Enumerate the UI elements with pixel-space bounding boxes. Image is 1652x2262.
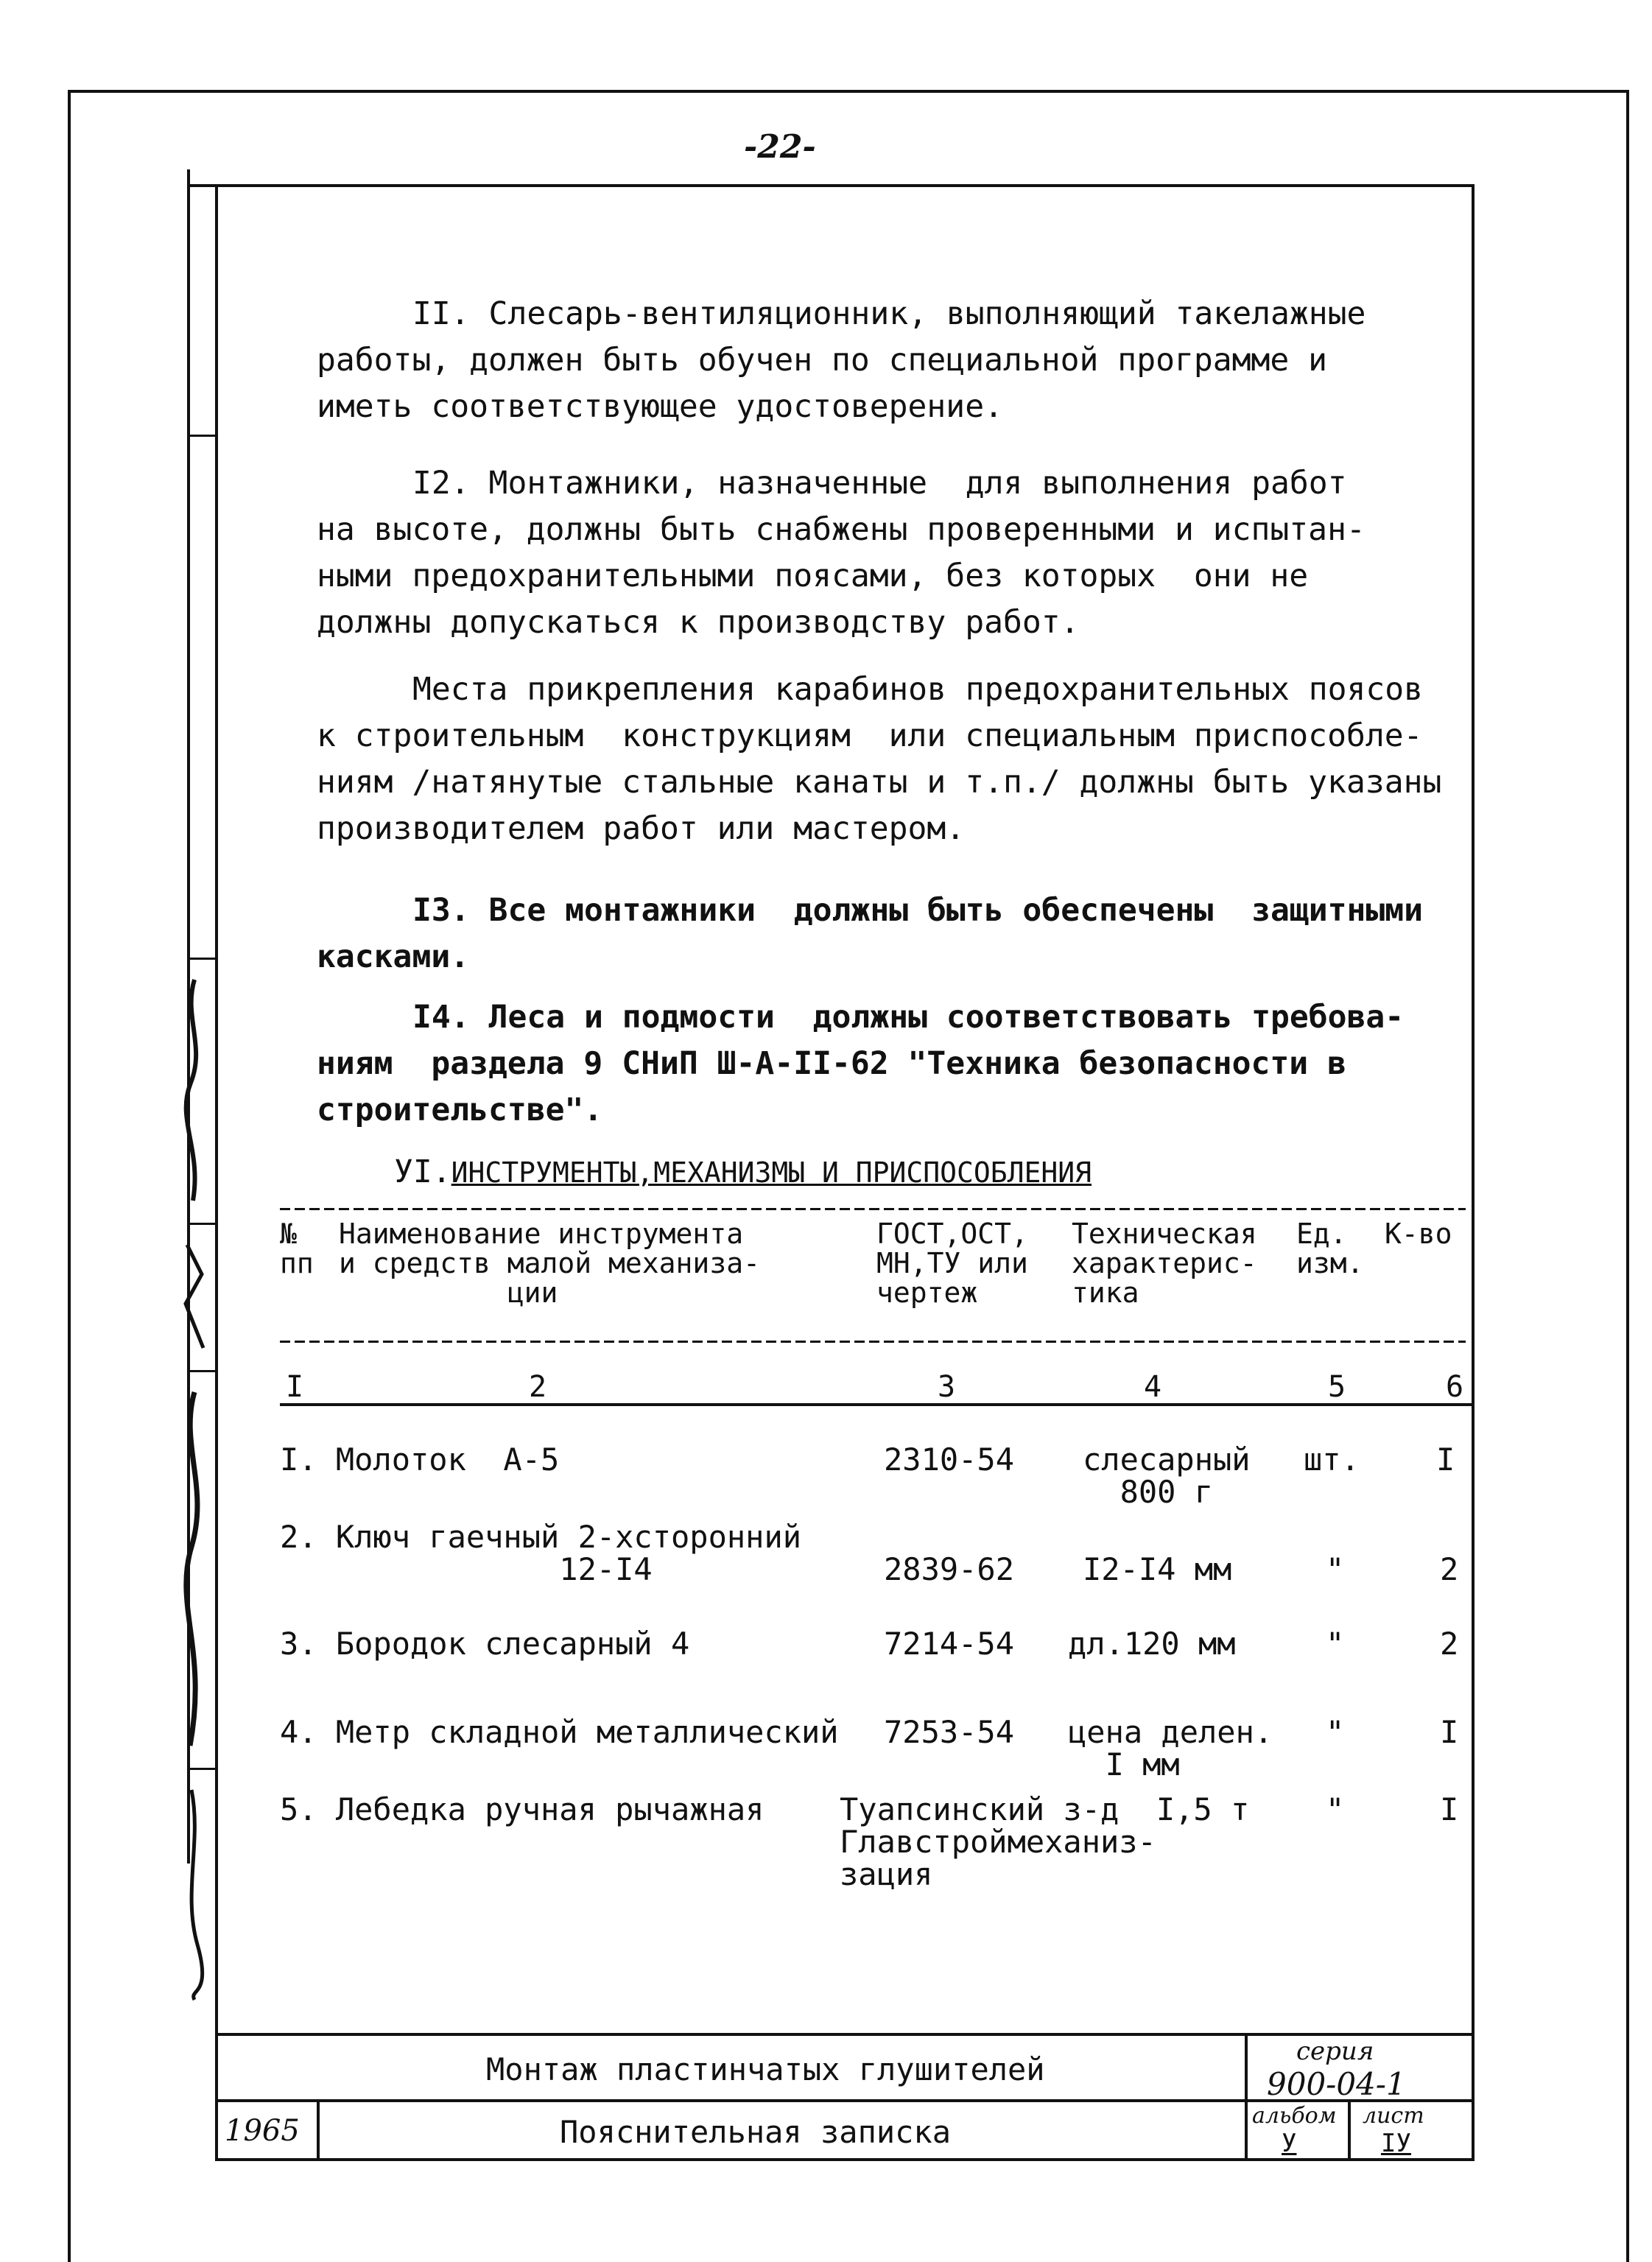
stamp-sheet-value: IУ xyxy=(1381,2129,1411,2158)
stamp-divider-sheet xyxy=(1348,2099,1351,2161)
section-title xyxy=(394,1153,1092,1190)
table-row-1-spec: слесарный 800 г xyxy=(1083,1441,1251,1510)
table-row-4-unit: " xyxy=(1326,1714,1345,1750)
table-row-4-spec: цена делен. I мм xyxy=(1068,1714,1273,1782)
header-spec: Техническая характерис- тика xyxy=(1072,1218,1257,1309)
section-number: УI. xyxy=(394,1153,451,1190)
outer-frame-top xyxy=(68,90,1629,93)
paragraph-11: II. Слесарь-вентиляционник, выполняющий такелажные работы, должен быть обучен по специальной программе и иметь соответствующее удостоверение. xyxy=(317,295,1366,425)
stamp-album-label: альбом xyxy=(1252,2103,1337,2129)
inner-frame-top xyxy=(190,184,1475,187)
outer-frame-left xyxy=(68,90,71,2262)
stamp-album-value: У xyxy=(1282,2129,1297,2158)
table-row-2-spec: I2-I4 мм xyxy=(1083,1551,1232,1587)
stamp-divider-year xyxy=(317,2099,320,2161)
colnum-4: 4 xyxy=(1143,1370,1162,1404)
table-row-1-unit: шт. xyxy=(1304,1441,1360,1478)
stamp-sheet-label: лист xyxy=(1363,2103,1424,2129)
table-row-3-gost: 7214-54 xyxy=(884,1626,1015,1662)
stamp-doc-name: Пояснительная записка xyxy=(560,2114,952,2150)
section-text: ИНСТРУМЕНТЫ,МЕХАНИЗМЫ И ПРИСПОСОБЛЕНИЯ xyxy=(451,1156,1092,1189)
table-row-1-name: I. Молоток А-5 xyxy=(280,1441,560,1478)
header-gost: ГОСТ,ОСТ, МН,ТУ или чертеж xyxy=(876,1218,1028,1309)
table-row-3-unit: " xyxy=(1326,1626,1345,1662)
table-row-4-gost: 7253-54 xyxy=(884,1714,1015,1750)
side-signature-3 xyxy=(172,1385,217,1753)
stamp-series-label: серия xyxy=(1296,2037,1374,2066)
side-signature-4 xyxy=(172,1782,217,2003)
table-row-3-qty: 2 xyxy=(1440,1626,1459,1662)
table-row-4-name: 4. Метр складной металлический xyxy=(280,1714,839,1750)
side-signature-2 xyxy=(172,1237,217,1355)
stamp-series-value: 900-04-1 xyxy=(1267,2066,1406,2102)
table-row-2-unit: " xyxy=(1326,1551,1345,1587)
inner-frame-right xyxy=(1472,184,1475,2158)
table-row-4-qty: I xyxy=(1440,1714,1459,1750)
stamp-year: 1965 xyxy=(225,2114,300,2148)
stamp-divider-series xyxy=(1245,2033,1248,2161)
paragraph-13: I3. Все монтажники должны быть обеспечены защитными касками. xyxy=(317,892,1424,975)
table-row-5-gost: Туапсинский з-д I,5 т Главстроймеханиз- зация xyxy=(840,1791,1250,1892)
paragraph-12-cont: Места прикрепления карабинов предохранительных поясов к строительным конструкциям или специальным приспособле- ниям /натянутые стальные канаты и т.п./ должны быть указаны производителем работ или мастером. xyxy=(317,671,1442,847)
paragraph-12: I2. Монтажники, назначенные для выполнения работ на высоте, должны быть снабжены проверенными и испытан- ными предохранительными поясами, без которых они не должны допускаться к производству работ. xyxy=(317,465,1365,641)
colnum-6: 6 xyxy=(1445,1370,1464,1404)
colnum-1: I xyxy=(285,1370,304,1404)
table-header-bottom-line xyxy=(280,1341,1466,1343)
table-row-1-qty: I xyxy=(1436,1441,1455,1478)
table-row-1-gost: 2310-54 xyxy=(884,1441,1015,1478)
stamp-top-line xyxy=(215,2033,1475,2036)
table-row-5-name: 5. Лебедка ручная рычажная xyxy=(280,1791,765,1827)
page-number: -22- xyxy=(744,128,816,166)
table-row-3-name: 3. Бородок слесарный 4 xyxy=(280,1626,690,1662)
header-name: Наименование инструмента и средств малой механиза- ции xyxy=(339,1218,760,1309)
stamp-title: Монтаж пластинчатых глушителей xyxy=(486,2051,1045,2087)
paragraph-14: I4. Леса и подмости должны соответствовать требова- ниям раздела 9 СНиП Ш-А-II-62 "Техника безопасности в строительстве". xyxy=(317,999,1405,1128)
table-row-2-gost: 2839-62 xyxy=(884,1551,1015,1587)
table-row-2-name: 2. Ключ гаечный 2-хсторонний 12-I4 xyxy=(280,1519,802,1587)
outer-frame-right xyxy=(1626,90,1629,2262)
table-top-line xyxy=(280,1208,1466,1210)
colnum-5: 5 xyxy=(1327,1370,1346,1404)
table-row-3-spec: дл.120 мм xyxy=(1068,1626,1236,1662)
side-signature-1 xyxy=(172,972,217,1208)
table-row-5-unit: " xyxy=(1326,1791,1345,1827)
header-no: № пп xyxy=(280,1218,314,1279)
stamp-bottom-line xyxy=(215,2158,1475,2161)
table-row-2-qty: 2 xyxy=(1440,1551,1459,1587)
header-unit: Ед. изм. xyxy=(1296,1218,1364,1279)
table-colnum-bottom-line xyxy=(280,1403,1472,1406)
header-qty: К-во xyxy=(1385,1218,1452,1250)
colnum-2: 2 xyxy=(528,1370,547,1404)
table-row-5-qty: I xyxy=(1440,1791,1459,1827)
colnum-3: 3 xyxy=(937,1370,956,1404)
